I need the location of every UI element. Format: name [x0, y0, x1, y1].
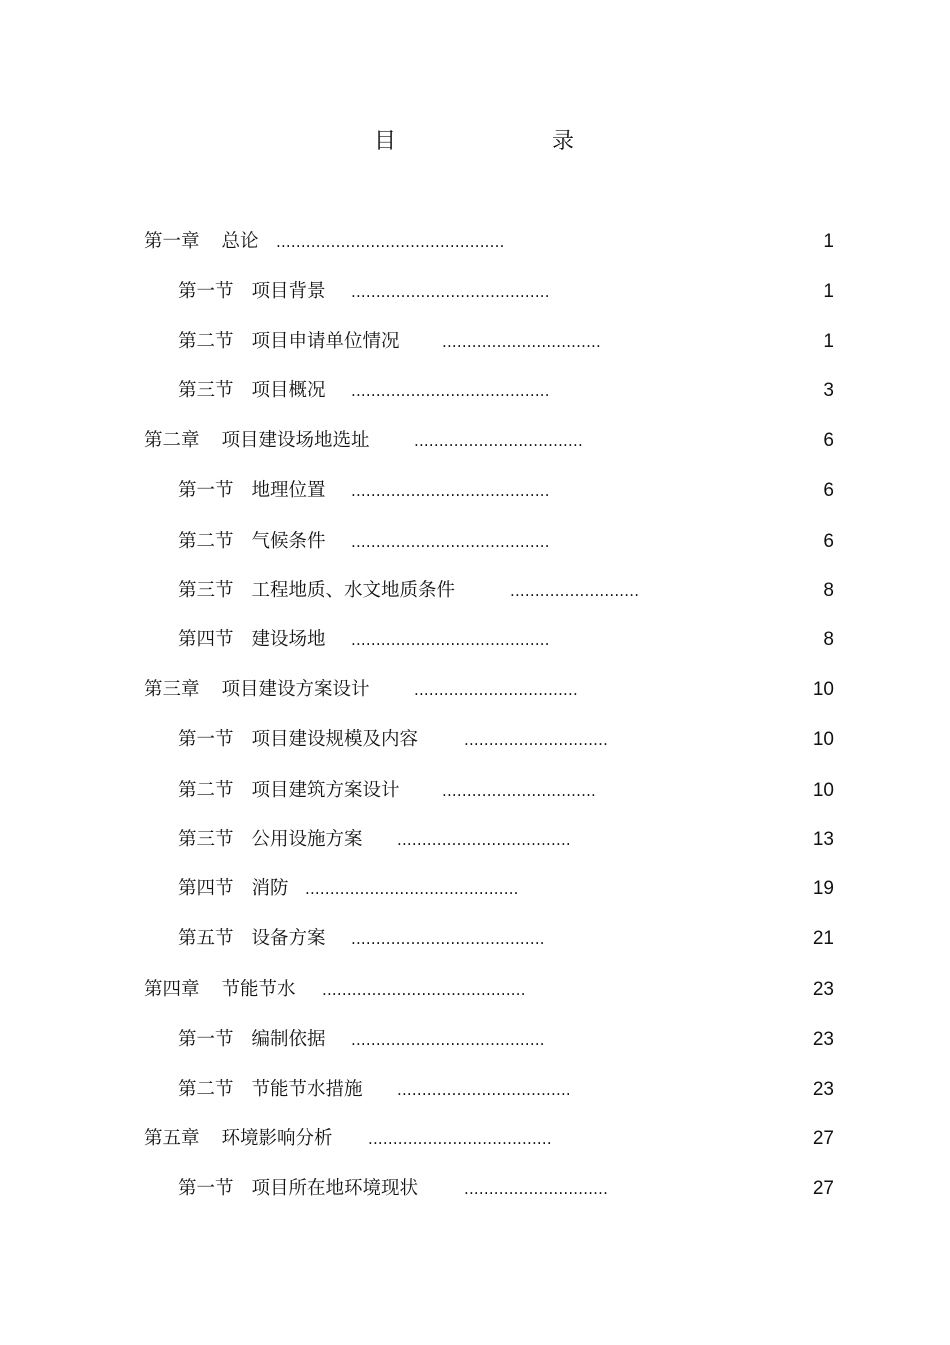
toc-entry-number: 第二节: [178, 780, 234, 801]
toc-section-row[interactable]: [0, 277, 950, 307]
toc-section-row[interactable]: [0, 527, 950, 557]
toc-section-row[interactable]: [0, 376, 950, 406]
toc-entry-name: 节能节水: [221, 979, 296, 1000]
toc-entry-label: [178, 725, 418, 755]
toc-entry-number: 第二节: [178, 331, 234, 352]
toc-chapter-row[interactable]: [0, 975, 950, 1005]
toc-entry-name: 工程地质、水文地质条件: [251, 580, 456, 601]
toc-leader-dots: .......................................: [351, 1031, 545, 1049]
toc-entry-name: 建设场地: [251, 629, 326, 650]
toc-entry-number: 第五节: [178, 928, 234, 949]
toc-section-row[interactable]: [0, 1174, 950, 1204]
toc-section-row[interactable]: [0, 1025, 950, 1055]
toc-leader-dots: ..............................................: [276, 233, 505, 251]
toc-leader-dots: ................................: [442, 333, 601, 351]
toc-chapter-row[interactable]: [0, 227, 950, 257]
toc-entry-number: 第二章: [144, 430, 200, 451]
toc-page-number: 27: [812, 1178, 834, 1199]
toc-entry-label: [144, 1124, 333, 1154]
toc-section-row[interactable]: [0, 725, 950, 755]
toc-entry-number: 第二节: [178, 531, 234, 552]
toc-leader-dots: .............................: [464, 1180, 609, 1198]
toc-leader-dots: ...........................................: [305, 880, 519, 898]
toc-leader-dots: .................................: [414, 681, 578, 699]
toc-leader-dots: ...............................: [442, 782, 597, 800]
toc-leader-dots: ...................................: [397, 831, 571, 849]
toc-page-number: 3: [823, 380, 834, 401]
toc-entry-number: 第一章: [144, 231, 200, 252]
toc-leader-dots: ........................................: [351, 283, 550, 301]
toc-entry-name: 项目建设场地选址: [221, 430, 370, 451]
toc-section-row[interactable]: [0, 825, 950, 855]
toc-entry-name: 环境影响分析: [221, 1128, 333, 1149]
toc-entry-number: 第三节: [178, 580, 234, 601]
toc-leader-dots: .............................: [464, 731, 609, 749]
toc-entry-label: [178, 625, 326, 655]
toc-entry-name: 公用设施方案: [251, 829, 363, 850]
toc-entry-number: 第二节: [178, 1079, 234, 1100]
toc-section-row[interactable]: [0, 874, 950, 904]
toc-entry-number: 第一节: [178, 1178, 234, 1199]
toc-entry-label: [178, 327, 400, 357]
toc-entry-name: 设备方案: [251, 928, 326, 949]
toc-entry-label: [178, 1075, 363, 1105]
toc-page-number: 23: [812, 979, 834, 1000]
toc-entry-number: 第四节: [178, 878, 234, 899]
toc-entry-label: [144, 227, 259, 257]
toc-entry-number: 第三章: [144, 679, 200, 700]
toc-page-number: 23: [812, 1029, 834, 1050]
toc-entry-label: [178, 277, 326, 307]
toc-entry-label: [178, 776, 400, 806]
toc-title-left-char: 目: [374, 129, 397, 154]
toc-section-row[interactable]: [0, 924, 950, 954]
toc-entry-label: [178, 476, 326, 506]
toc-entry-name: 项目建筑方案设计: [251, 780, 400, 801]
toc-page-number: 10: [812, 679, 834, 700]
toc-page-number: 1: [823, 281, 834, 302]
toc-entry-name: 项目概况: [251, 380, 326, 401]
toc-section-row[interactable]: [0, 327, 950, 357]
toc-leader-dots: ..................................: [414, 432, 583, 450]
toc-entry-number: 第三节: [178, 829, 234, 850]
toc-entry-name: 项目建设规模及内容: [251, 729, 419, 750]
toc-page-number: 1: [823, 231, 834, 252]
toc-page-number: 1: [823, 331, 834, 352]
toc-entry-label: [178, 527, 326, 557]
toc-page-number: 19: [812, 878, 834, 899]
toc-chapter-row[interactable]: [0, 426, 950, 456]
toc-entry-number: 第一节: [178, 480, 234, 501]
toc-page-number: 8: [823, 580, 834, 601]
toc-leader-dots: ........................................: [351, 482, 550, 500]
toc-entry-label: [178, 376, 326, 406]
toc-entry-number: 第四节: [178, 629, 234, 650]
toc-entry-label: [178, 1025, 326, 1055]
toc-leader-dots: .......................................: [351, 930, 545, 948]
toc-entry-name: 项目建设方案设计: [221, 679, 370, 700]
toc-entry-number: 第一节: [178, 1029, 234, 1050]
toc-entry-number: 第五章: [144, 1128, 200, 1149]
toc-section-row[interactable]: [0, 1075, 950, 1105]
toc-leader-dots: ........................................: [351, 631, 550, 649]
toc-entry-label: [178, 924, 326, 954]
toc-entry-label: [178, 1174, 418, 1204]
toc-leader-dots: ........................................: [351, 382, 550, 400]
toc-entry-number: 第四章: [144, 979, 200, 1000]
toc-entry-label: [178, 576, 455, 606]
toc-entry-name: 消防: [251, 878, 289, 899]
toc-entry-name: 项目申请单位情况: [251, 331, 400, 352]
toc-page-number: 6: [823, 430, 834, 451]
toc-page-number: 8: [823, 629, 834, 650]
toc-entry-name: 地理位置: [251, 480, 326, 501]
toc-entry-name: 节能节水措施: [251, 1079, 363, 1100]
toc-entry-label: [178, 874, 289, 904]
toc-entry-number: 第三节: [178, 380, 234, 401]
toc-chapter-row[interactable]: [0, 1124, 950, 1154]
toc-entry-number: 第一节: [178, 281, 234, 302]
toc-page-number: 13: [812, 829, 834, 850]
toc-entry-name: 项目所在地环境现状: [251, 1178, 419, 1199]
toc-leader-dots: ..........................: [510, 582, 640, 600]
toc-page-number: 23: [812, 1079, 834, 1100]
toc-entry-name: 项目背景: [251, 281, 326, 302]
toc-entry-number: 第一节: [178, 729, 234, 750]
toc-page-number: 27: [812, 1128, 834, 1149]
toc-entry-label: [178, 825, 363, 855]
toc-entry-name: 气候条件: [251, 531, 326, 552]
toc-leader-dots: .........................................: [322, 981, 526, 999]
toc-entry-label: [144, 426, 370, 456]
toc-section-row[interactable]: [0, 476, 950, 506]
toc-page-number: 10: [812, 729, 834, 750]
toc-page-number: 21: [812, 928, 834, 949]
toc-title-right-char: 录: [552, 129, 575, 154]
toc-section-row[interactable]: [0, 776, 950, 806]
toc-entry-label: [144, 675, 370, 705]
toc-entry-label: [144, 975, 296, 1005]
toc-leader-dots: .....................................: [368, 1130, 552, 1148]
toc-leader-dots: ...................................: [397, 1081, 571, 1099]
toc-section-row[interactable]: [0, 625, 950, 655]
toc-section-row[interactable]: [0, 576, 950, 606]
toc-page-number: 6: [823, 480, 834, 501]
toc-entry-name: 编制依据: [251, 1029, 326, 1050]
toc-chapter-row[interactable]: [0, 675, 950, 705]
toc-entry-name: 总论: [221, 231, 259, 252]
toc-leader-dots: ........................................: [351, 533, 550, 551]
toc-page-number: 10: [812, 780, 834, 801]
toc-page-number: 6: [823, 531, 834, 552]
